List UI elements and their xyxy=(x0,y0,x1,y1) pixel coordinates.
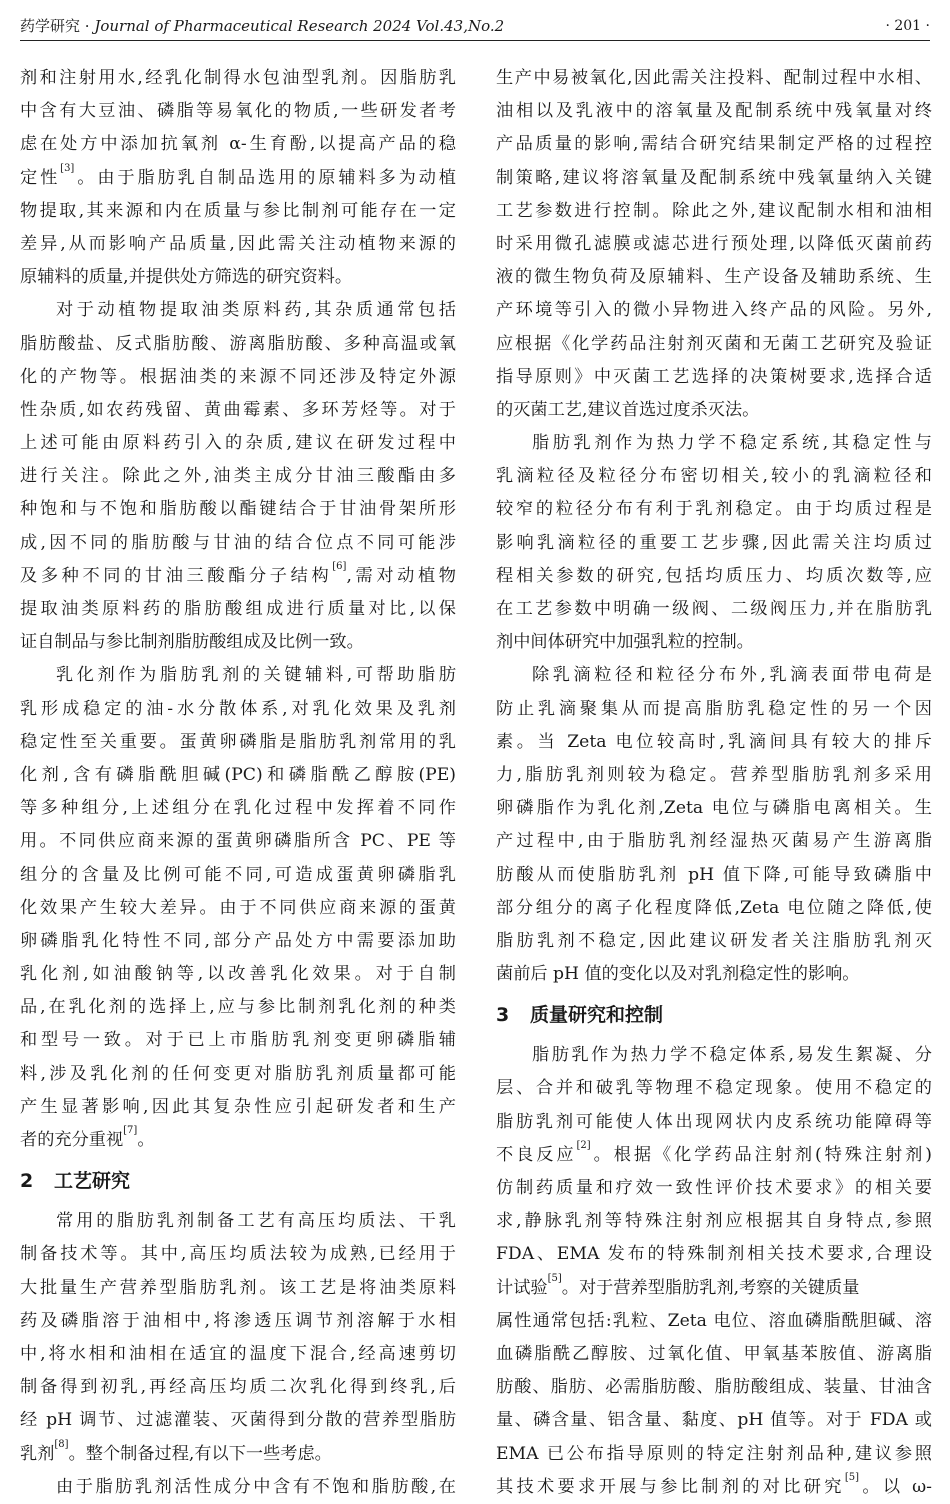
text-line xyxy=(20,626,456,659)
line-text: 产生显著影响,因此其复杂性应引起研发者和生产 xyxy=(20,1096,456,1117)
line-text: 部分组分的离子化程度降低,Zeta 电位随之降低,使 xyxy=(496,897,932,918)
line-text: 和型号一致。对于已上市脂肪乳剂变更卵磷脂辅 xyxy=(20,1030,456,1051)
text-line xyxy=(496,726,932,759)
text-line xyxy=(20,892,456,925)
line-text: 脂肪乳剂作为热力学不稳定系统,其稳定性与 xyxy=(532,433,932,454)
line-text: 力,脂肪乳剂则较为稳定。营养型脂肪乳剂多采用 xyxy=(496,764,932,785)
line-text: 乳化剂,如油酸钠等,以改善乳化效果。对于自制 xyxy=(20,964,456,985)
line-text: 制备得到初乳,再经高压均质二次乳化得到终乳,后 xyxy=(20,1377,456,1398)
line-text: 等多种组分,上述组分在乳化过程中发挥着不同作 xyxy=(20,798,456,819)
text-line xyxy=(496,162,932,195)
text-line xyxy=(20,991,456,1024)
text-line xyxy=(20,394,456,427)
line-text: 料,涉及乳化剂的任何变更对脂肪乳剂质量都可能 xyxy=(20,1063,456,1084)
text-line xyxy=(20,527,456,560)
line-text: 进行关注。除此之外,油类主成分甘油三酸酯由多 xyxy=(20,466,456,487)
line-text: 乳滴粒径及粒径分布密切相关,较小的乳滴粒径和 xyxy=(496,466,932,487)
line-text: 在工艺参数中明确一级阀、二级阀压力,并在脂肪乳 xyxy=(496,599,932,619)
line-text: 证自制品与参比制剂脂肪酸组成及比例一致。 xyxy=(20,632,364,653)
line-text: 除乳滴粒径和粒径分布外,乳滴表面带电荷是 xyxy=(532,665,932,686)
line-text: 脂肪酸盐、反式脂肪酸、游离脂肪酸、多种高温或氧 xyxy=(20,333,456,354)
citation-ref: [8] xyxy=(54,1438,69,1450)
text-line xyxy=(496,925,932,958)
line-text: 其技术要求开展与参比制剂的对比研究 xyxy=(496,1476,845,1497)
text-line xyxy=(496,195,932,228)
line-text: 卵磷脂作为乳化剂,Zeta 电位与磷脂电离相关。生 xyxy=(496,798,932,819)
line-text: 剂中间体研究中加强乳粒的控制。 xyxy=(496,632,754,653)
line-text: 计试验 xyxy=(496,1277,548,1298)
text-line xyxy=(496,261,932,294)
text-line xyxy=(20,427,456,460)
line-text: 脂肪乳作为热力学不稳定体系,易发生絮凝、分 xyxy=(532,1045,932,1066)
text-line xyxy=(20,162,456,195)
text-line xyxy=(496,693,932,726)
text-line xyxy=(496,892,932,925)
text-line xyxy=(496,1172,932,1205)
text-line xyxy=(20,1338,456,1371)
text-line xyxy=(20,726,456,759)
line-text: 定性 xyxy=(20,167,61,188)
text-line xyxy=(20,1091,456,1124)
text-line xyxy=(496,1238,932,1271)
line-text: 中,将水相和油相在适宜的温度下混合,经高速剪切 xyxy=(20,1343,456,1364)
line-text: 肪酸从而使脂肪乳剂 pH 值下降,可能导致磷脂中 xyxy=(496,864,932,885)
text-line xyxy=(20,593,456,626)
text-line xyxy=(20,1024,456,1057)
text-line xyxy=(496,560,932,593)
line-text: 乳形成稳定的油-水分散体系,对乳化效果及乳剂 xyxy=(20,698,456,719)
running-header xyxy=(20,14,930,41)
text-line xyxy=(20,759,456,792)
line-text: 大批量生产营养型脂肪乳剂。该工艺是将油类原料 xyxy=(20,1277,456,1298)
text-line xyxy=(20,195,456,228)
line-text: 肪酸、脂肪、必需脂肪酸、脂肪酸组成、装量、甘油含 xyxy=(496,1377,932,1398)
line-text: 产过程中,由于脂肪乳剂经湿热灭菌易产生游离脂 xyxy=(496,831,932,852)
line-text: 较窄的粒径分布有利于乳剂稳定。由于均质过程是 xyxy=(496,499,932,520)
line-text: 经 pH 调节、过滤灌装、灭菌得到分散的营养型脂肪 xyxy=(20,1410,456,1431)
section-number: 3 xyxy=(496,1004,510,1027)
text-line xyxy=(20,493,456,526)
line-text: 防止乳滴聚集从而提高脂肪乳稳定性的另一个因 xyxy=(496,698,932,719)
line-text: 剂和注射用水,经乳化制得水包油型乳剂。因脂肪乳 xyxy=(20,68,456,88)
line-text: 脂肪乳剂不稳定,因此建议研发者关注脂肪乳剂灭 xyxy=(496,930,932,951)
text-line xyxy=(20,859,456,892)
line-text: 及多种不同的甘油三酸酯分子结构 xyxy=(20,565,333,586)
section-title: 质量研究和控制 xyxy=(530,1004,664,1027)
line-text: 制策略,建议将溶氧量及配制系统中残氧量纳入关键 xyxy=(496,167,932,188)
line-text: 不良反应 xyxy=(496,1144,577,1165)
text-line xyxy=(20,693,456,726)
text-line xyxy=(20,1404,456,1437)
line-text-after-ref: 。 xyxy=(137,1130,155,1150)
line-text: 油相以及乳液中的溶氧量及配制系统中残氧量对终 xyxy=(496,101,932,122)
line-text: 产环境等引入的微小异物进入终产品的风险。另外, xyxy=(496,300,932,321)
text-line xyxy=(20,1371,456,1404)
line-text: 乳剂 xyxy=(20,1443,55,1464)
line-text: 化剂,含有磷脂酰胆碱(PC)和磷脂酰乙醇胺(PE) xyxy=(20,764,456,785)
line-text: 性杂质,如农药残留、黄曲霉素、多环芳烃等。对于 xyxy=(20,399,456,420)
line-text: 的灭菌工艺,建议首选过度杀灭法。 xyxy=(496,399,760,420)
text-line xyxy=(496,394,932,427)
text-line xyxy=(20,1305,456,1338)
line-text: 中含有大豆油、磷脂等易氧化的物质,一些研发者考 xyxy=(20,101,456,122)
citation-ref: [2] xyxy=(576,1139,591,1151)
citation-ref: [6] xyxy=(332,560,347,572)
text-line xyxy=(496,1438,932,1471)
line-text: 指导原则》中灭菌工艺选择的决策树要求,选择合适 xyxy=(496,366,932,387)
line-text: 产品质量的影响,需结合研究结果制定严格的过程控 xyxy=(496,134,932,155)
line-text: 应根据《化学药品注射剂灭菌和无菌工艺研究及验证 xyxy=(496,333,932,354)
text-line xyxy=(496,1072,932,1105)
text-line xyxy=(20,228,456,261)
line-text: 化效果产生较大差异。由于不同供应商来源的蛋黄 xyxy=(20,897,456,918)
section-number: 2 xyxy=(20,1170,34,1193)
line-text: 制备技术等。其中,高压均质法较为成熟,已经用于 xyxy=(20,1244,456,1265)
line-text: 卵磷脂乳化特性不同,部分产品处方中需要添加助 xyxy=(20,930,456,951)
text-line xyxy=(20,825,456,858)
text-line xyxy=(496,1272,932,1305)
text-line xyxy=(496,1471,932,1504)
text-line xyxy=(20,958,456,991)
text-line xyxy=(496,460,932,493)
text-line xyxy=(20,361,456,394)
text-line xyxy=(20,1058,456,1091)
line-text: 药及磷脂溶于油相中,将渗透压调节剂溶解于水相 xyxy=(20,1310,456,1331)
line-text: 乳化剂作为脂肪乳剂的关键辅料,可帮助脂肪 xyxy=(56,665,456,686)
text-line xyxy=(20,560,456,593)
line-text: 液的微生物负荷及原辅料、生产设备及辅助系统、生 xyxy=(496,267,932,288)
line-text-after-ref: 。由于脂肪乳自制品选用的原辅料多为动植 xyxy=(74,167,456,188)
text-line xyxy=(496,792,932,825)
text-line xyxy=(20,1438,456,1471)
line-text: 脂肪乳剂可能使人体出现网状内皮系统功能障碍等 xyxy=(496,1111,932,1132)
text-line xyxy=(20,261,456,294)
text-line xyxy=(20,792,456,825)
text-line xyxy=(496,1371,932,1404)
line-text: 稳定性至关重要。蛋黄卵磷脂是脂肪乳剂常用的乳 xyxy=(20,731,456,752)
text-line xyxy=(20,1471,456,1504)
text-line xyxy=(20,1272,456,1305)
text-line xyxy=(496,1106,932,1139)
text-line xyxy=(20,1205,456,1238)
left-column xyxy=(20,62,456,1504)
journal-title: 药学研究 · Journal of Pharmaceutical Research 2024 Vol.43,No.2 xyxy=(20,17,505,35)
text-line xyxy=(496,626,932,659)
right-column xyxy=(496,62,932,1504)
line-text: 血磷脂酰乙醇胺、过氧化值、甲氧基苯胺值、游离脂 xyxy=(496,1343,932,1364)
line-text-after-ref: 。根据《化学药品注射剂(特殊注射剂) xyxy=(590,1144,932,1165)
journal-title-cn: 药学研究 xyxy=(20,17,81,35)
text-line xyxy=(496,228,932,261)
line-text: 用。不同供应商来源的蛋黄卵磷脂所含 PC、PE 等 xyxy=(20,831,456,852)
citation-ref: [3] xyxy=(60,162,75,174)
line-text: 量、磷含量、铝含量、黏度、pH 值等。对于 FDA 或 xyxy=(496,1410,932,1431)
text-line xyxy=(496,427,932,460)
line-text: 菌前后 pH 值的变化以及对乳剂稳定性的影响。 xyxy=(496,964,860,985)
text-line xyxy=(496,1305,932,1338)
line-text-after-ref: ,需对动植物 xyxy=(346,565,456,586)
text-line xyxy=(20,95,456,128)
line-text: 品,在乳化剂的选择上,应与参比制剂乳化剂的种类 xyxy=(20,997,456,1018)
line-text-after-ref: 。整个制备过程,有以下一些考虑。 xyxy=(68,1443,332,1464)
text-line xyxy=(20,659,456,692)
line-text: 提取油类原料药的脂肪酸组成进行质量对比,以保 xyxy=(20,599,456,619)
text-line xyxy=(496,659,932,692)
line-text: 差异,从而影响产品质量,因此需关注动植物来源的 xyxy=(20,233,456,254)
line-text-after-ref: 。以 ω- xyxy=(859,1476,932,1497)
text-line xyxy=(20,1124,456,1157)
text-line xyxy=(496,1139,932,1172)
line-text: 种饱和与不饱和脂肪酸以酯键结合于甘油骨架所形 xyxy=(20,499,456,520)
line-text: 组分的含量及比例可能不同,可造成蛋黄卵磷脂乳 xyxy=(20,864,456,885)
text-line xyxy=(496,958,932,991)
line-text: 常用的脂肪乳剂制备工艺有高压均质法、干乳 xyxy=(56,1211,456,1232)
line-text: 虑在处方中添加抗氧剂 α-生育酚,以提高产品的稳 xyxy=(20,134,456,155)
text-line xyxy=(20,460,456,493)
text-line xyxy=(20,1238,456,1271)
line-text: 影响乳滴粒径的重要工艺步骤,因此需关注均质过 xyxy=(496,532,932,553)
text-line xyxy=(496,1404,932,1437)
line-text: 素。当 Zeta 电位较高时,乳滴间具有较大的排斥 xyxy=(496,731,932,752)
line-text: 上述可能由原料药引入的杂质,建议在研发过程中 xyxy=(20,433,456,454)
line-text: 化的产物等。根据油类的来源不同还涉及特定外源 xyxy=(20,366,456,387)
text-line xyxy=(496,1338,932,1371)
line-text: 对于动植物提取油类原料药,其杂质通常包括 xyxy=(56,300,456,321)
line-text: 求,静脉乳剂等特殊注射剂应根据其自身特点,参照 xyxy=(496,1211,932,1232)
text-line xyxy=(496,62,932,95)
journal-title-en: Journal of Pharmaceutical Research 2024 Vol.43,No.2 xyxy=(94,17,505,35)
text-line xyxy=(496,759,932,792)
text-line xyxy=(496,1039,932,1072)
line-text: 仿制药质量和疗效一致性评价技术要求》的相关要 xyxy=(496,1178,932,1198)
text-line xyxy=(20,925,456,958)
citation-ref: [5] xyxy=(844,1471,859,1483)
line-text: 程相关参数的研究,包括均质压力、均质次数等,应 xyxy=(496,565,932,586)
text-line xyxy=(496,95,932,128)
line-text: 工艺参数进行控制。除此之外,建议配制水相和油相 xyxy=(496,200,932,221)
section-heading xyxy=(20,1157,456,1205)
line-text: 由于脂肪乳剂活性成分中含有不饱和脂肪酸,在 xyxy=(56,1476,456,1497)
text-line xyxy=(496,527,932,560)
text-line xyxy=(496,294,932,327)
line-text: 原辅料的质量,并提供处方筛选的研究资料。 xyxy=(20,267,353,288)
text-line xyxy=(20,328,456,361)
text-line xyxy=(496,493,932,526)
text-line xyxy=(20,294,456,327)
line-text: 者的充分重视 xyxy=(20,1130,124,1150)
line-text: 层、合并和破乳等物理不稳定现象。使用不稳定的 xyxy=(496,1078,932,1099)
section-title: 工艺研究 xyxy=(54,1170,131,1193)
text-line xyxy=(496,593,932,626)
line-text: EMA 已公布指导原则的特定注射剂品种,建议参照 xyxy=(496,1443,932,1464)
text-line xyxy=(496,825,932,858)
citation-ref: [7] xyxy=(123,1125,138,1136)
text-line xyxy=(496,1205,932,1238)
section-heading xyxy=(496,991,932,1039)
line-text: FDA、EMA 发布的特殊制剂相关技术要求,合理设 xyxy=(496,1244,932,1265)
text-line xyxy=(496,859,932,892)
line-text: 物提取,其来源和内在质量与参比制剂可能存在一定 xyxy=(20,200,456,221)
text-line xyxy=(20,62,456,95)
page-number: · 201 · xyxy=(885,18,930,34)
line-text-after-ref: 。对于营养型脂肪乳剂,考察的关键质量 xyxy=(561,1277,860,1298)
text-line xyxy=(496,361,932,394)
text-line xyxy=(20,128,456,161)
line-text: 时采用微孔滤膜或滤芯进行预处理,以降低灭菌前药 xyxy=(496,233,932,254)
text-line xyxy=(496,128,932,161)
line-text: 成,因不同的脂肪酸与甘油的结合位点不同可能涉 xyxy=(20,532,456,553)
text-line xyxy=(496,328,932,361)
line-text: 生产中易被氧化,因此需关注投料、配制过程中水相、 xyxy=(496,68,932,88)
citation-ref: [5] xyxy=(547,1272,562,1284)
line-text: 属性通常包括:乳粒、Zeta 电位、溶血磷脂酰胆碱、溶 xyxy=(496,1310,932,1331)
